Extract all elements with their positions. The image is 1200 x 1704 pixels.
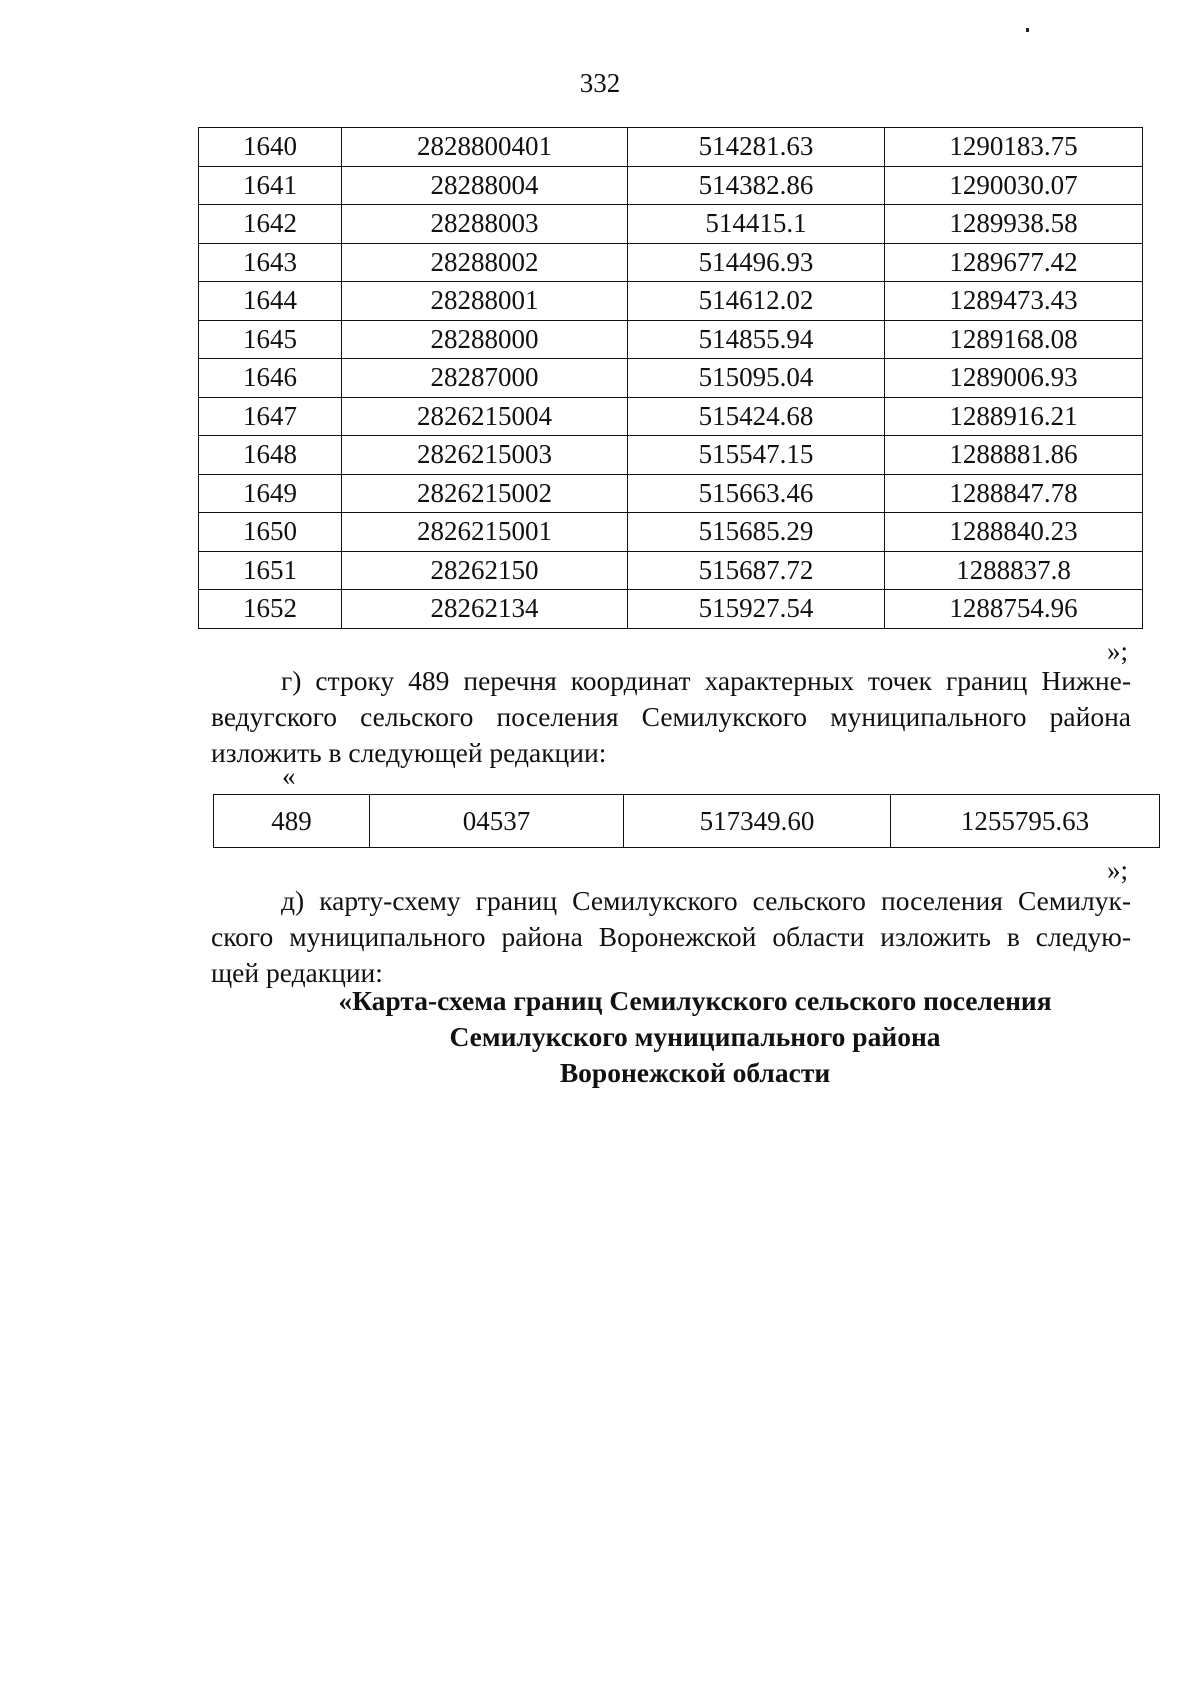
paragraph-line: ского муниципального района Воронежской области изложить в следую- [211, 921, 1131, 952]
table-row [214, 795, 1160, 848]
heading-line: Воронежской области [559, 1057, 831, 1088]
table-cell: 1646 [199, 359, 342, 398]
paragraph-line: изложить в следующей редакции: [211, 737, 607, 768]
table-cell: 1289168.08 [885, 320, 1143, 359]
table-cell: 1647 [199, 397, 342, 436]
map-scheme-heading [0, 983, 1200, 1091]
table-cell: 2826215003 [342, 436, 628, 475]
closing-quote: »; [1107, 636, 1129, 666]
heading-line: «Карта-схема границ Семилукского сельского поселения [338, 985, 1052, 1016]
table-cell: 514855.94 [628, 320, 885, 359]
table-cell: 517349.60 [624, 795, 891, 848]
table-row [199, 128, 1143, 167]
table-cell: 515687.72 [628, 551, 885, 590]
table-cell: 2826215001 [342, 513, 628, 552]
table-cell: 1288840.23 [885, 513, 1143, 552]
scan-speck [1026, 28, 1029, 32]
table-cell: 514496.93 [628, 243, 885, 282]
table-cell: 28288000 [342, 320, 628, 359]
table-cell: 514281.63 [628, 128, 885, 167]
table-cell: 28288003 [342, 205, 628, 244]
table-cell: 515663.46 [628, 474, 885, 513]
table-cell: 1652 [199, 590, 342, 629]
page-number: 332 [579, 68, 621, 98]
table-cell: 1255795.63 [891, 795, 1160, 848]
table-cell: 28288001 [342, 282, 628, 321]
table-cell: 28262134 [342, 590, 628, 629]
paragraph-line: ведугского сельского поселения Семилукского муниципального района [211, 701, 1131, 732]
heading-line: Семилукского муниципального района [449, 1021, 941, 1052]
table-cell: 1289938.58 [885, 205, 1143, 244]
table-cell: 1288837.8 [885, 551, 1143, 590]
table-row [199, 590, 1143, 629]
table-cell: 515095.04 [628, 359, 885, 398]
table-cell: 2826215002 [342, 474, 628, 513]
table-cell: 1289006.93 [885, 359, 1143, 398]
table-cell: 28288002 [342, 243, 628, 282]
table-cell: 1288881.86 [885, 436, 1143, 475]
table-cell: 2826215004 [342, 397, 628, 436]
table-cell: 1288754.96 [885, 590, 1143, 629]
closing-quote: »; [1107, 855, 1129, 885]
table-cell: 1641 [199, 166, 342, 205]
table-cell: 1642 [199, 205, 342, 244]
table-row [199, 436, 1143, 475]
table-cell: 1644 [199, 282, 342, 321]
table-cell: 1289473.43 [885, 282, 1143, 321]
table-cell: 1649 [199, 474, 342, 513]
table-cell: 1288847.78 [885, 474, 1143, 513]
table-cell: 514382.86 [628, 166, 885, 205]
table-row [199, 205, 1143, 244]
table-cell: 1651 [199, 551, 342, 590]
table-row [199, 513, 1143, 552]
table-cell: 1650 [199, 513, 342, 552]
table-row [199, 359, 1143, 398]
table-row [199, 320, 1143, 359]
paragraph-line: щей редакции: [211, 957, 383, 988]
table-row [199, 243, 1143, 282]
table-cell: 1645 [199, 320, 342, 359]
table-cell: 28262150 [342, 551, 628, 590]
paragraph-line: д) карту-схему границ Семилукского сельского поселения Семилук- [281, 885, 1131, 916]
paragraph-g [211, 663, 1131, 771]
table-cell: 489 [214, 795, 370, 848]
table-cell: 04537 [370, 795, 624, 848]
table-cell: 1290183.75 [885, 128, 1143, 167]
table-cell: 1640 [199, 128, 342, 167]
table-cell: 1288916.21 [885, 397, 1143, 436]
table-cell: 515685.29 [628, 513, 885, 552]
table-cell: 1648 [199, 436, 342, 475]
table-row [199, 474, 1143, 513]
table-cell: 1643 [199, 243, 342, 282]
paragraph-line: г) строку 489 перечня координат характерных точек границ Нижне- [281, 665, 1131, 696]
table-row [199, 166, 1143, 205]
table-cell: 28287000 [342, 359, 628, 398]
table-cell: 515927.54 [628, 590, 885, 629]
coordinates-table [198, 127, 1143, 629]
table-cell: 515424.68 [628, 397, 885, 436]
table-row [199, 282, 1143, 321]
table-cell: 514415.1 [628, 205, 885, 244]
replacement-row-table [213, 794, 1160, 848]
opening-quote: « [282, 761, 296, 791]
table-cell: 2828800401 [342, 128, 628, 167]
table-cell: 1289677.42 [885, 243, 1143, 282]
table-row [199, 551, 1143, 590]
table-cell: 1290030.07 [885, 166, 1143, 205]
paragraph-d [211, 883, 1131, 991]
table-row [199, 397, 1143, 436]
table-cell: 28288004 [342, 166, 628, 205]
table-cell: 515547.15 [628, 436, 885, 475]
table-cell: 514612.02 [628, 282, 885, 321]
